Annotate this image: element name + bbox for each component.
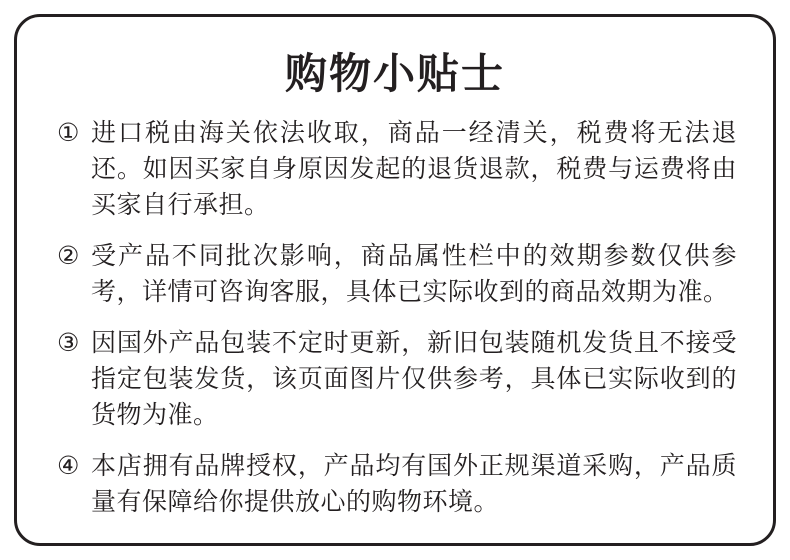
- list-item-marker-4: ④: [57, 452, 80, 481]
- page-title: 购物小贴士: [284, 50, 505, 97]
- list-item-text-4: 本店拥有品牌授权，产品均有国外正规渠道采购，产品质量有保障给你提供放心的购物环境。: [91, 452, 737, 517]
- list-item-text-1: 进口税由海关依法收取，商品一经清关，税费将无法退还。如因买家自身原因发起的退货退款，税费与运费将由买家自行承担。: [91, 119, 737, 220]
- list-item-text-2: 受产品不同批次影响，商品属性栏中的效期参数仅供参考，详情可咨询客服，具体已实际收到的商品效期为准。: [91, 242, 737, 307]
- list-item: [57, 448, 737, 520]
- list-item-text-3: 因国外产品包装不定时更新，新旧包装随机发货且不接受指定包装发货，该页面图片仅供参考，具体已实际收到的货物为准。: [91, 329, 737, 430]
- list-item-marker-2: ②: [57, 242, 80, 271]
- list-item: [57, 115, 737, 223]
- tips-list: [17, 115, 773, 520]
- list-item: [57, 325, 737, 433]
- list-item-marker-1: ①: [57, 119, 80, 148]
- list-item-marker-3: ③: [57, 329, 80, 358]
- shopping-tips-card: [14, 14, 776, 546]
- list-item: [57, 238, 737, 310]
